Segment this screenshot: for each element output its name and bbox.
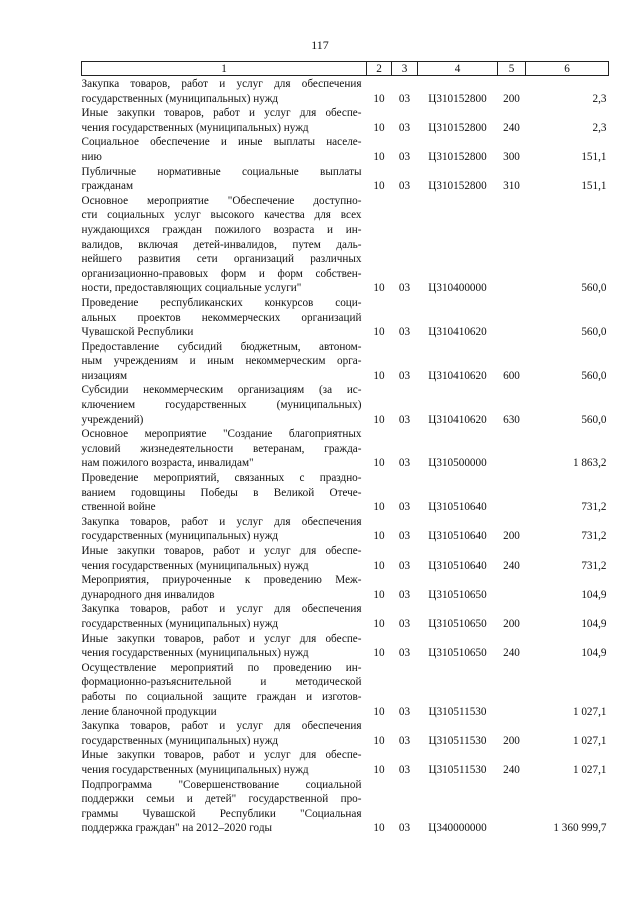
section-code: 10 bbox=[373, 559, 385, 572]
description-line: чения государственных (муниципальных) нужд bbox=[81, 647, 309, 660]
description-line: государственных (муниципальных) нужд bbox=[81, 617, 279, 630]
subsection-code: 03 bbox=[398, 588, 411, 601]
expense-type-code bbox=[498, 778, 526, 836]
description-line: ственной войне bbox=[81, 501, 156, 514]
subsection-code: 03 bbox=[398, 822, 411, 835]
description-line: Закупка товаров, работ и услуг для обеспечения bbox=[81, 78, 362, 90]
target-article-code: Ц310510650 bbox=[428, 647, 487, 660]
row-description bbox=[82, 661, 367, 719]
table-row bbox=[82, 778, 609, 836]
subsection-code: 03 bbox=[398, 457, 411, 470]
description-line: Иные закупки товаров, работ и услуг для обеспе- bbox=[81, 545, 362, 557]
subsection-code: 03 bbox=[398, 705, 411, 718]
section-code: 10 bbox=[373, 150, 385, 163]
amount: 560,0 bbox=[581, 282, 607, 295]
description-line: Закупка товаров, работ и услуг для обеспечения bbox=[81, 515, 362, 528]
description-line: формационно-разъяснительной и методической bbox=[81, 676, 362, 689]
section-code: 10 bbox=[373, 282, 385, 295]
description-line: Закупка товаров, работ и услуг для обеспечения bbox=[81, 720, 362, 733]
amount: 151,1 bbox=[581, 180, 607, 193]
table-row bbox=[82, 427, 609, 471]
description-line: ванием годовщины Победы в Великой Отече- bbox=[81, 486, 362, 499]
row-description bbox=[82, 778, 367, 836]
section-code: 10 bbox=[373, 763, 385, 776]
amount: 104,9 bbox=[581, 647, 607, 660]
row-description bbox=[82, 748, 367, 777]
description-line: Чувашской Республики bbox=[81, 326, 194, 339]
row-description bbox=[82, 632, 367, 661]
description-line: Социальное обеспечение и иные выплаты населе- bbox=[81, 136, 362, 149]
expense-type-code: 200 bbox=[503, 530, 520, 543]
section-code: 10 bbox=[373, 734, 385, 747]
table-row bbox=[82, 719, 609, 748]
description-line: ление бланочной продукции bbox=[81, 705, 217, 718]
table-row bbox=[82, 76, 609, 107]
expense-type-code: 240 bbox=[503, 121, 520, 134]
expense-type-code bbox=[498, 573, 526, 602]
amount: 2,3 bbox=[592, 121, 607, 134]
table-row bbox=[82, 194, 609, 296]
expense-type-code bbox=[498, 661, 526, 719]
target-article-code: Ц310500000 bbox=[428, 457, 487, 470]
subsection-code: 03 bbox=[398, 121, 411, 134]
target-article-code: Ц310152800 bbox=[428, 92, 487, 105]
subsection-code: 03 bbox=[398, 617, 411, 630]
target-article-code: Ц310410620 bbox=[428, 369, 487, 382]
table-row bbox=[82, 471, 609, 515]
description-line: нуждающихся граждан пожилого возраста и ин- bbox=[81, 223, 362, 236]
row-description bbox=[82, 340, 367, 384]
table-row bbox=[82, 573, 609, 602]
subsection-code: 03 bbox=[398, 559, 411, 572]
section-code: 10 bbox=[373, 121, 385, 134]
table-row bbox=[82, 165, 609, 194]
row-description bbox=[82, 135, 367, 164]
subsection-code: 03 bbox=[398, 180, 411, 193]
row-description bbox=[82, 602, 367, 631]
table-row bbox=[82, 602, 609, 631]
row-description bbox=[82, 194, 367, 296]
table-row bbox=[82, 544, 609, 573]
header-col-1: 1 bbox=[82, 62, 367, 76]
description-line: государственных (муниципальных) нужд bbox=[81, 92, 279, 105]
description-line: работы по социальной защите граждан и изготов- bbox=[81, 690, 362, 703]
section-code: 10 bbox=[373, 180, 385, 193]
description-line: Предоставление субсидий бюджетным, автоном- bbox=[81, 340, 362, 353]
expense-type-code: 310 bbox=[503, 180, 520, 193]
row-description bbox=[82, 383, 367, 427]
row-description bbox=[82, 515, 367, 544]
target-article-code: Ц310510650 bbox=[428, 588, 487, 601]
description-line: нам пожилого возраста, инвалидам" bbox=[81, 457, 254, 470]
section-code: 10 bbox=[373, 588, 385, 601]
description-line: чения государственных (муниципальных) нужд bbox=[81, 121, 309, 134]
description-line: нейшего развития сети организаций различных bbox=[81, 253, 362, 266]
target-article-code: Ц310152800 bbox=[428, 150, 487, 163]
expense-type-code bbox=[498, 427, 526, 471]
description-line: валидов, включая детей-инвалидов, путем даль- bbox=[81, 238, 362, 251]
table-row bbox=[82, 135, 609, 164]
section-code: 10 bbox=[373, 617, 385, 630]
description-line: Основное мероприятие "Создание благоприятных bbox=[81, 428, 362, 441]
description-line: условий жизнедеятельности ветеранам, гражда- bbox=[81, 442, 362, 455]
subsection-code: 03 bbox=[398, 763, 411, 776]
amount: 151,1 bbox=[581, 150, 607, 163]
subsection-code: 03 bbox=[398, 647, 411, 660]
target-article-code: Ц310400000 bbox=[428, 282, 487, 295]
table-row bbox=[82, 748, 609, 777]
section-code: 10 bbox=[373, 822, 385, 835]
expense-type-code: 630 bbox=[503, 413, 520, 426]
subsection-code: 03 bbox=[398, 734, 411, 747]
row-description bbox=[82, 427, 367, 471]
table-header bbox=[82, 62, 609, 76]
target-article-code: Ц310152800 bbox=[428, 180, 487, 193]
row-description bbox=[82, 106, 367, 135]
header-col-5: 5 bbox=[498, 62, 526, 76]
amount: 731,2 bbox=[581, 530, 607, 543]
description-line: альных проектов некоммерческих организаций bbox=[81, 311, 362, 324]
description-line: учреждений) bbox=[81, 413, 144, 426]
target-article-code: Ц310410620 bbox=[428, 326, 487, 339]
amount: 560,0 bbox=[581, 413, 607, 426]
amount: 104,9 bbox=[581, 617, 607, 630]
description-line: Основное мероприятие "Обеспечение доступно- bbox=[81, 194, 362, 207]
header-col-2: 2 bbox=[367, 62, 392, 76]
description-line: чения государственных (муниципальных) нужд bbox=[81, 559, 309, 572]
header-row bbox=[82, 62, 609, 76]
header-col-4: 4 bbox=[418, 62, 498, 76]
section-code: 10 bbox=[373, 501, 385, 514]
amount: 560,0 bbox=[581, 326, 607, 339]
subsection-code: 03 bbox=[398, 501, 411, 514]
subsection-code: 03 bbox=[398, 369, 411, 382]
target-article-code: Ц340000000 bbox=[428, 822, 487, 835]
table-body bbox=[82, 76, 609, 836]
description-line: ности, предоставляющих социальные услуги" bbox=[81, 282, 302, 295]
section-code: 10 bbox=[373, 326, 385, 339]
amount: 731,2 bbox=[581, 559, 607, 572]
description-line: ным учреждениям и иным некоммерческим орга- bbox=[81, 355, 362, 368]
subsection-code: 03 bbox=[398, 530, 411, 543]
expense-type-code: 200 bbox=[503, 92, 520, 105]
row-description bbox=[82, 471, 367, 515]
row-description bbox=[82, 719, 367, 748]
description-line: Закупка товаров, работ и услуг для обеспечения bbox=[81, 603, 362, 616]
target-article-code: Ц310510650 bbox=[428, 617, 487, 630]
target-article-code: Ц310511530 bbox=[428, 763, 487, 776]
subsection-code: 03 bbox=[398, 413, 411, 426]
description-line: поддержки семьи и детей" государственной про- bbox=[81, 793, 362, 806]
description-line: низациям bbox=[81, 369, 128, 382]
description-line: Публичные нормативные социальные выплаты bbox=[81, 165, 362, 178]
description-line: государственных (муниципальных) нужд bbox=[81, 530, 279, 543]
section-code: 10 bbox=[373, 92, 385, 105]
amount: 1 863,2 bbox=[572, 457, 607, 470]
section-code: 10 bbox=[373, 530, 385, 543]
description-line: Подпрограмма "Совершенствование социальной bbox=[81, 778, 362, 791]
amount: 731,2 bbox=[581, 501, 607, 514]
table-row bbox=[82, 515, 609, 544]
table-row bbox=[82, 296, 609, 340]
amount: 1 360 999,7 bbox=[553, 822, 607, 835]
description-line: государственных (муниципальных) нужд bbox=[81, 734, 279, 747]
description-line: Проведение республиканских конкурсов соци- bbox=[81, 296, 362, 309]
row-description bbox=[82, 544, 367, 573]
target-article-code: Ц310510640 bbox=[428, 559, 487, 572]
header-col-3: 3 bbox=[392, 62, 418, 76]
section-code: 10 bbox=[373, 457, 385, 470]
expense-type-code: 200 bbox=[503, 734, 520, 747]
description-line: Иные закупки товаров, работ и услуг для обеспе- bbox=[81, 632, 362, 645]
subsection-code: 03 bbox=[398, 282, 411, 295]
subsection-code: 03 bbox=[398, 92, 411, 105]
description-line: дународного дня инвалидов bbox=[81, 588, 215, 601]
section-code: 10 bbox=[373, 647, 385, 660]
expense-type-code bbox=[498, 296, 526, 340]
amount: 2,3 bbox=[592, 92, 607, 105]
row-description bbox=[82, 165, 367, 194]
table-row bbox=[82, 106, 609, 135]
header-col-6: 6 bbox=[526, 62, 609, 76]
description-line: Иные закупки товаров, работ и услуг для обеспе- bbox=[81, 749, 362, 762]
target-article-code: Ц310511530 bbox=[428, 734, 487, 747]
expense-type-code: 300 bbox=[503, 150, 520, 163]
description-line: ключением государственных (муниципальных) bbox=[81, 399, 362, 412]
expense-type-code bbox=[498, 194, 526, 296]
description-line: сти социальных услуг высокого качества для всех bbox=[81, 209, 362, 222]
expense-type-code: 600 bbox=[503, 369, 520, 382]
table-row bbox=[82, 383, 609, 427]
expense-type-code: 240 bbox=[503, 763, 520, 776]
section-code: 10 bbox=[373, 369, 385, 382]
amount: 560,0 bbox=[581, 369, 607, 382]
expense-type-code: 240 bbox=[503, 559, 520, 572]
description-line: граммы Чувашской Республики "Социальная bbox=[81, 807, 362, 820]
description-line: гражданам bbox=[81, 180, 134, 193]
table-row bbox=[82, 661, 609, 719]
description-line: чения государственных (муниципальных) нужд bbox=[81, 763, 309, 776]
row-description bbox=[82, 76, 367, 107]
description-line: Мероприятия, приуроченные к проведению Меж- bbox=[81, 574, 362, 587]
page-number: 117 bbox=[311, 38, 329, 52]
description-line: нию bbox=[81, 150, 102, 163]
description-line: Иные закупки товаров, работ и услуг для обеспе- bbox=[81, 107, 362, 120]
budget-table bbox=[81, 61, 609, 836]
amount: 1 027,1 bbox=[572, 763, 607, 776]
target-article-code: Ц310510640 bbox=[428, 501, 487, 514]
expense-type-code: 200 bbox=[503, 617, 520, 630]
subsection-code: 03 bbox=[398, 150, 411, 163]
description-line: организационно-правовых форм и форм собствен- bbox=[81, 267, 362, 280]
row-description bbox=[82, 296, 367, 340]
description-line: Субсидии некоммерческим организациям (за ис- bbox=[81, 384, 362, 397]
amount: 1 027,1 bbox=[572, 734, 607, 747]
expense-type-code bbox=[498, 471, 526, 515]
table-row bbox=[82, 340, 609, 384]
description-line: Проведение мероприятий, связанных с праздно- bbox=[81, 472, 362, 485]
table-row bbox=[82, 632, 609, 661]
section-code: 10 bbox=[373, 705, 385, 718]
target-article-code: Ц310511530 bbox=[428, 705, 487, 718]
target-article-code: Ц310410620 bbox=[428, 413, 487, 426]
description-line: Осуществление мероприятий по проведению ин- bbox=[81, 661, 362, 674]
section-code: 10 bbox=[373, 413, 385, 426]
amount: 1 027,1 bbox=[572, 705, 607, 718]
description-line: поддержка граждан" на 2012–2020 годы bbox=[81, 822, 273, 835]
target-article-code: Ц310152800 bbox=[428, 121, 487, 134]
subsection-code: 03 bbox=[398, 326, 411, 339]
amount: 104,9 bbox=[581, 588, 607, 601]
row-description bbox=[82, 573, 367, 602]
target-article-code: Ц310510640 bbox=[428, 530, 487, 543]
expense-type-code: 240 bbox=[503, 647, 520, 660]
